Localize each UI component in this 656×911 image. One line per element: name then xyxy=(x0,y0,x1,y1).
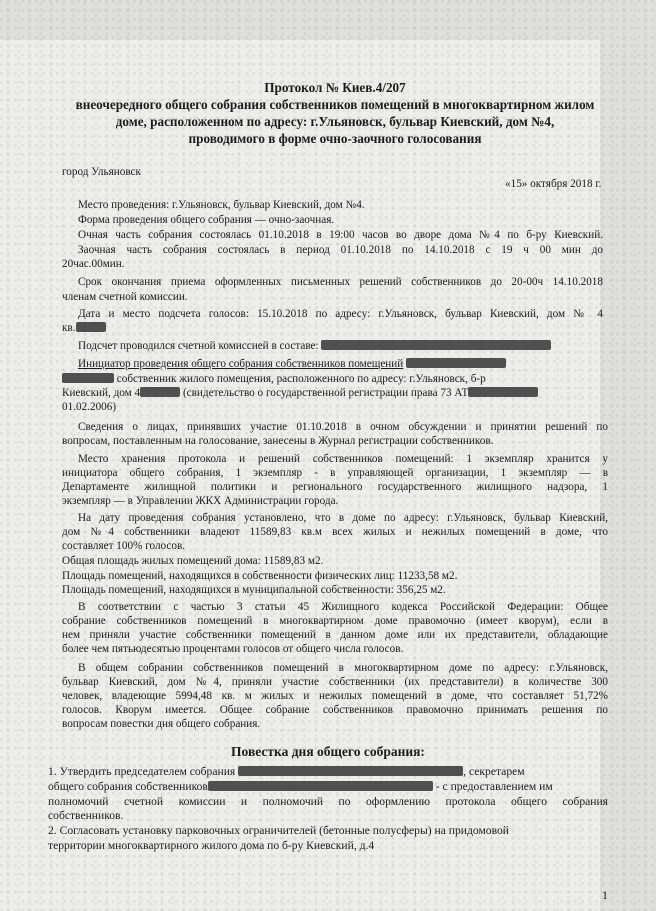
text-line: 01.02.2006) xyxy=(62,401,117,413)
text-line xyxy=(62,372,486,386)
text-line: экземпляр — в Управлении ЖКХ Администрации города. xyxy=(62,495,339,507)
protocol-title: Протокол № Киев.4/207 xyxy=(264,80,406,95)
redaction-bar xyxy=(140,387,180,397)
text-line: Сведения о лицах, принявших участие 01.10.2018 в очном обсуждении и принятии решений по xyxy=(78,421,608,433)
title-line-2: внеочередного общего собрания собственников помещений в многоквартирном жилом xyxy=(75,97,595,112)
text-line: инициатора общего собрания, 1 экземпляр - в управляющей организации, 1 экземпляр — в xyxy=(62,467,608,479)
city: город Ульяновск xyxy=(62,166,141,178)
redaction-bar xyxy=(238,766,463,776)
scan-noise xyxy=(600,40,656,911)
redaction-bar xyxy=(321,340,551,350)
agenda-title: Повестка дня общего собрания: xyxy=(231,744,425,759)
scan-noise xyxy=(0,0,656,40)
agenda-line xyxy=(48,765,525,779)
text-line: нем приняли участие собственники помещений в данном доме или их представители, обладающие xyxy=(62,629,608,641)
text-fragment: Подсчет проводился счетной комиссией в составе: xyxy=(78,340,319,352)
text-line xyxy=(62,321,106,335)
text-fragment: Инициатор проведения общего собрания собственников помещений xyxy=(78,358,404,370)
text-fragment: общего собрания собственников xyxy=(48,780,208,793)
text-line: вопросам, поставленным на голосование, занесены в Журнал регистрации собственников. xyxy=(62,435,494,447)
text-line: голосов. Кворум имеется. Общее собрание собственников правомочно принимать решения по xyxy=(62,704,608,716)
agenda-line: собственников. xyxy=(48,809,124,822)
text-line: Дата и место подсчета голосов: 15.10.2018 по адресу: г.Ульяновск, бульвар Киевский, дом № 4 xyxy=(78,308,603,320)
agenda-line xyxy=(48,780,553,794)
text-fragment: - с предоставлением им xyxy=(435,780,553,793)
text-line: собрание собственников помещений в многоквартирном доме правомочно (имеет кворум), если в xyxy=(62,615,608,627)
agenda-line: полномочий счетной комиссии и полномочий по оформлению протокола общего собрания xyxy=(48,795,608,808)
redaction-bar xyxy=(468,387,538,397)
text-line: Площадь помещений, находящихся в муниципальной собственности: 356,25 м2. xyxy=(62,584,446,596)
title-line-3: доме, расположенном по адресу: г.Ульяновск, бульвар Киевский, дом №4, xyxy=(115,114,555,129)
text-line: Очная часть собрания состоялась 01.10.2018 в 19:00 часов во дворе дома №4 по б-ру Киевский. xyxy=(78,229,603,241)
agenda-line: территории многоквартирного жилого дома по б-ру Киевский, д.4 xyxy=(48,839,375,852)
redaction-bar xyxy=(406,358,506,368)
text-fragment: 1. Утвердить председателем собрания xyxy=(48,765,236,778)
text-fragment: кв. xyxy=(62,322,76,334)
text-line xyxy=(78,357,506,371)
text-line: составляет 100% голосов. xyxy=(62,540,186,552)
text-line: Общая площадь жилых помещений дома: 11589,83 м2. xyxy=(62,555,324,567)
text-line: 20час.00мин. xyxy=(62,258,125,270)
document-date: «15» октября 2018 г. xyxy=(505,178,602,190)
text-line: дом №4 собственники владеют 11589,83 кв.м всех жилых и нежилых помещений в доме, что xyxy=(62,526,608,538)
text-line: бульвар Киевский, дом №4, приняли участие собственники (их представители) в количестве 300 xyxy=(62,676,608,688)
title-line-4: проводимого в форме очно-заочного голосования xyxy=(188,131,482,146)
text-line: Место хранения протокола и решений собственников помещений: 1 экземпляр хранится у xyxy=(78,453,608,465)
text-line: Заочная часть собрания состоялась в период 01.10.2018 по 14.10.2018 с 19 ч 00 мин до xyxy=(78,244,603,256)
text-line: Место проведения: г.Ульяновск, бульвар Киевский, дом №4. xyxy=(78,199,365,211)
redaction-bar xyxy=(62,373,114,383)
text-line: более чем пятьюдесятью процентами голосов от общего числа голосов. xyxy=(62,643,404,655)
text-line: Срок окончания приема оформленных письменных решений собственников до 20-00ч 14.10.2018 xyxy=(78,276,603,288)
text-fragment: собственник жилого помещения, расположенного по адресу: г.Ульяновск, б-р xyxy=(116,373,486,385)
text-fragment: Киевский, дом 4 xyxy=(62,387,141,399)
text-line: членам счетной комиссии. xyxy=(62,291,188,303)
text-line: Площадь помещений, находящихся в собственности физических лиц: 11233,58 м2. xyxy=(62,570,458,582)
text-line: вопросам повестки дня общего собрания. xyxy=(62,718,261,730)
agenda-line: 2. Согласовать установку парковочных ограничителей (бетонные полусферы) на придомовой xyxy=(48,824,509,837)
text-line: Форма проведения общего собрания — очно-заочная. xyxy=(78,214,335,226)
text-line: Департаменте жилищной политики и регионального государственного жилищного надзора, 1 xyxy=(62,481,608,493)
text-line xyxy=(62,386,538,400)
text-line: В общем собрании собственников помещений в многоквартирном доме по адресу: г.Ульяновск, xyxy=(78,662,608,674)
redaction-bar xyxy=(208,781,433,791)
text-line: На дату проведения собрания установлено, что в доме по адресу: г.Ульяновск, бульвар Киевский, xyxy=(78,512,608,524)
text-line: человек, владеющие 5994,48 кв. м жилых и нежилых помещений в доме, что составляет 51,72% xyxy=(62,690,608,702)
page-number: 1 xyxy=(602,888,608,902)
redaction-bar xyxy=(76,322,106,332)
text-fragment: , секретарем xyxy=(463,765,525,778)
text-fragment: (свидетельство о государственной регистрации права 73 АТ xyxy=(182,387,469,399)
text-line xyxy=(78,339,551,353)
text-line: В соответствии с частью 3 статьи 45 Жилищного кодекса Российской Федерации: Общее xyxy=(78,601,608,613)
